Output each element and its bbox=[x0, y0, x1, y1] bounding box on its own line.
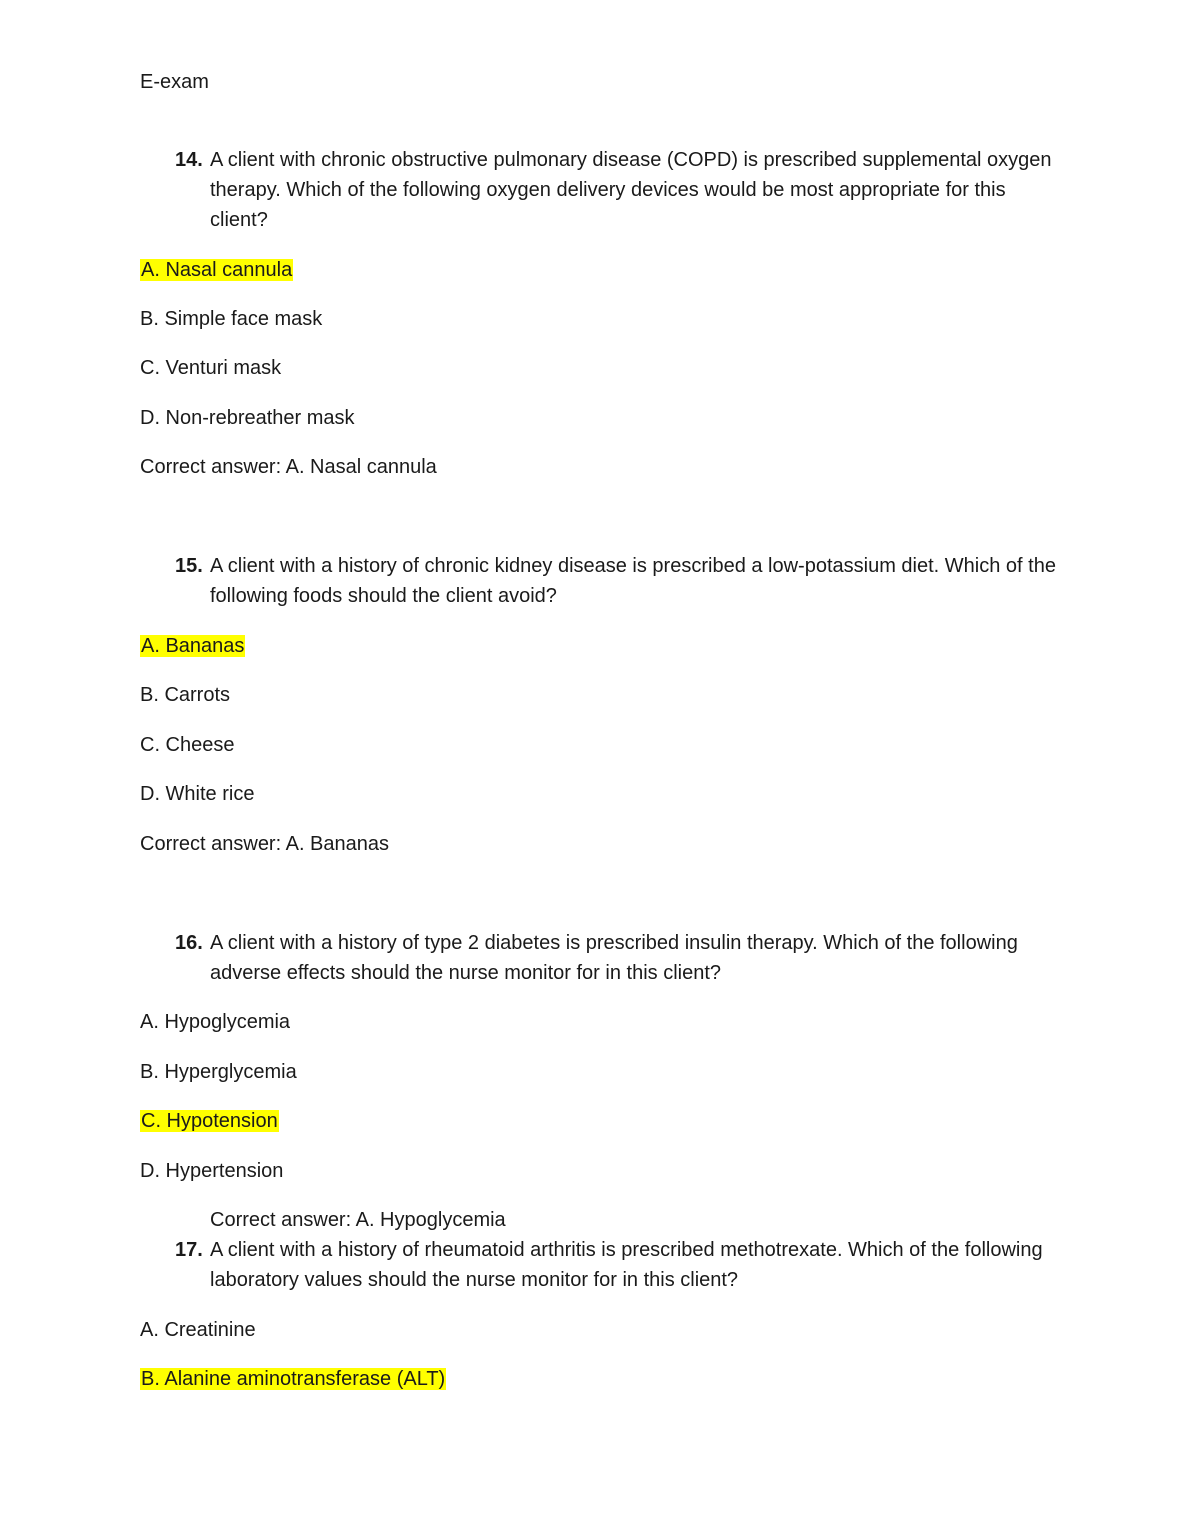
option-item: A. Creatinine bbox=[140, 1319, 256, 1341]
question-text: A client with chronic obstructive pulmonary disease (COPD) is prescribed supplemental oxygen therapy. Which of the following oxygen delivery devices would be most appropriate for this client? bbox=[210, 149, 1052, 231]
option-item bbox=[140, 258, 293, 282]
question-number: 14. bbox=[175, 149, 203, 171]
question-text: A client with a history of type 2 diabetes is prescribed insulin therapy. Which of the following adverse effects should the nurse monitor for in this client? bbox=[210, 932, 1018, 984]
question-14 bbox=[175, 145, 1060, 235]
page-header: E-exam bbox=[140, 71, 209, 93]
option-item: C. Cheese bbox=[140, 734, 235, 756]
highlighted-option: A. Bananas bbox=[141, 635, 245, 657]
option-item: C. Venturi mask bbox=[140, 357, 282, 379]
question-17 bbox=[175, 1235, 1060, 1295]
question-number: 15. bbox=[175, 555, 203, 577]
correct-answer: Correct answer: A. Hypoglycemia bbox=[210, 1209, 506, 1231]
option-item: B. Simple face mask bbox=[140, 308, 323, 330]
option-item bbox=[140, 1367, 446, 1391]
question-text: A client with a history of chronic kidney disease is prescribed a low-potassium diet. Which of the following foods should the client avoid? bbox=[210, 555, 1056, 607]
option-item: B. Carrots bbox=[140, 684, 231, 706]
highlighted-option: A. Nasal cannula bbox=[141, 259, 293, 281]
question-number: 17. bbox=[175, 1239, 203, 1261]
highlighted-option: C. Hypotension bbox=[141, 1110, 278, 1132]
question-15 bbox=[175, 551, 1060, 611]
option-item: B. Hyperglycemia bbox=[140, 1061, 297, 1083]
correct-answer: Correct answer: A. Nasal cannula bbox=[140, 456, 437, 478]
option-item: A. Hypoglycemia bbox=[140, 1011, 291, 1033]
option-item bbox=[140, 1109, 279, 1133]
question-text: A client with a history of rheumatoid arthritis is prescribed methotrexate. Which of the following laboratory values should the nurse monitor for in this client? bbox=[210, 1239, 1043, 1291]
option-item bbox=[140, 634, 245, 658]
correct-answer: Correct answer: A. Bananas bbox=[140, 833, 390, 855]
question-16 bbox=[175, 928, 1060, 988]
option-item: D. White rice bbox=[140, 783, 255, 805]
question-number: 16. bbox=[175, 932, 203, 954]
option-item: D. Hypertension bbox=[140, 1160, 284, 1182]
highlighted-option: B. Alanine aminotransferase (ALT) bbox=[141, 1368, 446, 1390]
option-item: D. Non-rebreather mask bbox=[140, 407, 355, 429]
